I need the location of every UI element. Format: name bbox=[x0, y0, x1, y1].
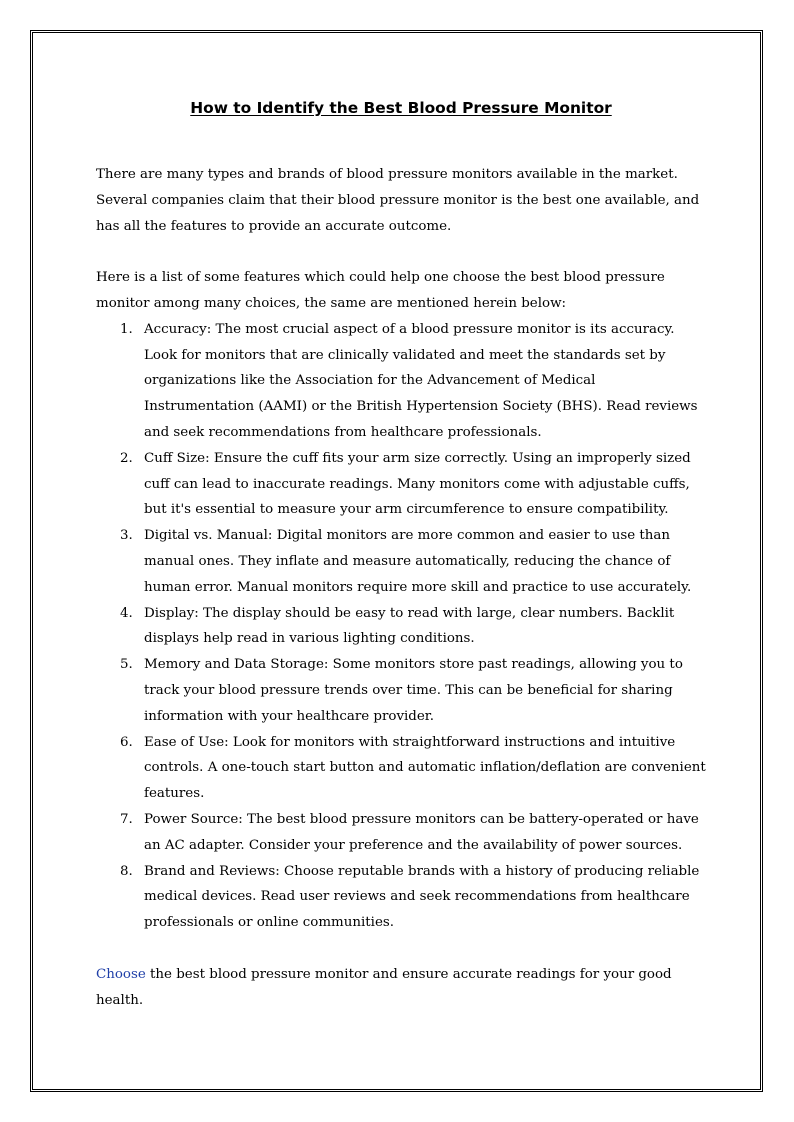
list-item-text: Display: The display should be easy to read with large, clear numbers. Backlit displays help read in various lighting conditions. bbox=[144, 605, 675, 647]
list-item-text: Memory and Data Storage: Some monitors store past readings, allowing you to track your blood pressure trends over time. This can be beneficial for sharing information with your healthcare provider. bbox=[144, 657, 683, 724]
list-intro-paragraph: Here is a list of some features which could help one choose the best blood pressure monitor among many choices, the same are mentioned herein below: bbox=[96, 270, 665, 311]
list-item-number: 8. bbox=[120, 863, 133, 879]
list-item-number: 4. bbox=[120, 605, 133, 621]
closing-paragraph bbox=[96, 962, 706, 1014]
list-item bbox=[96, 859, 706, 936]
choose-link[interactable]: Choose bbox=[96, 966, 146, 982]
list-item bbox=[96, 317, 706, 446]
list-item-text: Brand and Reviews: Choose reputable brands with a history of producing reliable medical devices. Read user reviews and seek recommendations from healthcare professionals or online communities. bbox=[144, 863, 700, 931]
list-item-text: Ease of Use: Look for monitors with straightforward instructions and intuitive controls. A one-touch start button and automatic inflation/deflation are convenient features. bbox=[144, 734, 706, 802]
document-title: How to Identify the Best Blood Pressure Monitor bbox=[190, 99, 612, 117]
list-item-number: 1. bbox=[120, 321, 133, 337]
list-item bbox=[96, 730, 706, 807]
list-item-text: Cuff Size: Ensure the cuff fits your arm size correctly. Using an improperly sized cuff can lead to inaccurate readings. Many monitors come with adjustable cuffs, but it's essential to measure your arm circumference to ensure compatibility. bbox=[144, 450, 691, 518]
list-item-number: 3. bbox=[120, 528, 133, 544]
list-item bbox=[96, 807, 706, 859]
intro-paragraph: There are many types and brands of blood pressure monitors available in the market. Several companies claim that their blood pressure monitor is the best one available, and has all the features to provide an accurate outcome. bbox=[96, 167, 700, 234]
list-item-number: 5. bbox=[120, 657, 133, 673]
list-item-text: Power Source: The best blood pressure monitors can be battery-operated or have an AC adapter. Consider your preference and the availability of power sources. bbox=[144, 811, 699, 853]
list-item bbox=[96, 446, 706, 523]
list-item-number: 6. bbox=[120, 734, 133, 750]
list-item-text: Digital vs. Manual: Digital monitors are more common and easier to use than manual ones. They inflate and measure automatically, reducing the chance of human error. Manual monitors require more skill and practice to use accurately. bbox=[144, 528, 692, 595]
list-item-number: 7. bbox=[120, 811, 133, 827]
list-item bbox=[96, 652, 706, 729]
list-item bbox=[96, 523, 706, 600]
closing-text: the best blood pressure monitor and ensure accurate readings for your good health. bbox=[96, 966, 672, 1008]
list-item bbox=[96, 601, 706, 653]
document-body bbox=[96, 97, 706, 1013]
list-item-text: Accuracy: The most crucial aspect of a blood pressure monitor is its accuracy. Look for monitors that are clinically validated and meet the standards set by organizations like the Association for the Advancement of Medical Instrumentation (AAMI) or the British Hypertension Society (BHS). Read reviews and seek recommendations from healthcare professionals. bbox=[144, 321, 698, 440]
list-item-number: 2. bbox=[120, 450, 133, 466]
feature-list bbox=[96, 317, 706, 936]
